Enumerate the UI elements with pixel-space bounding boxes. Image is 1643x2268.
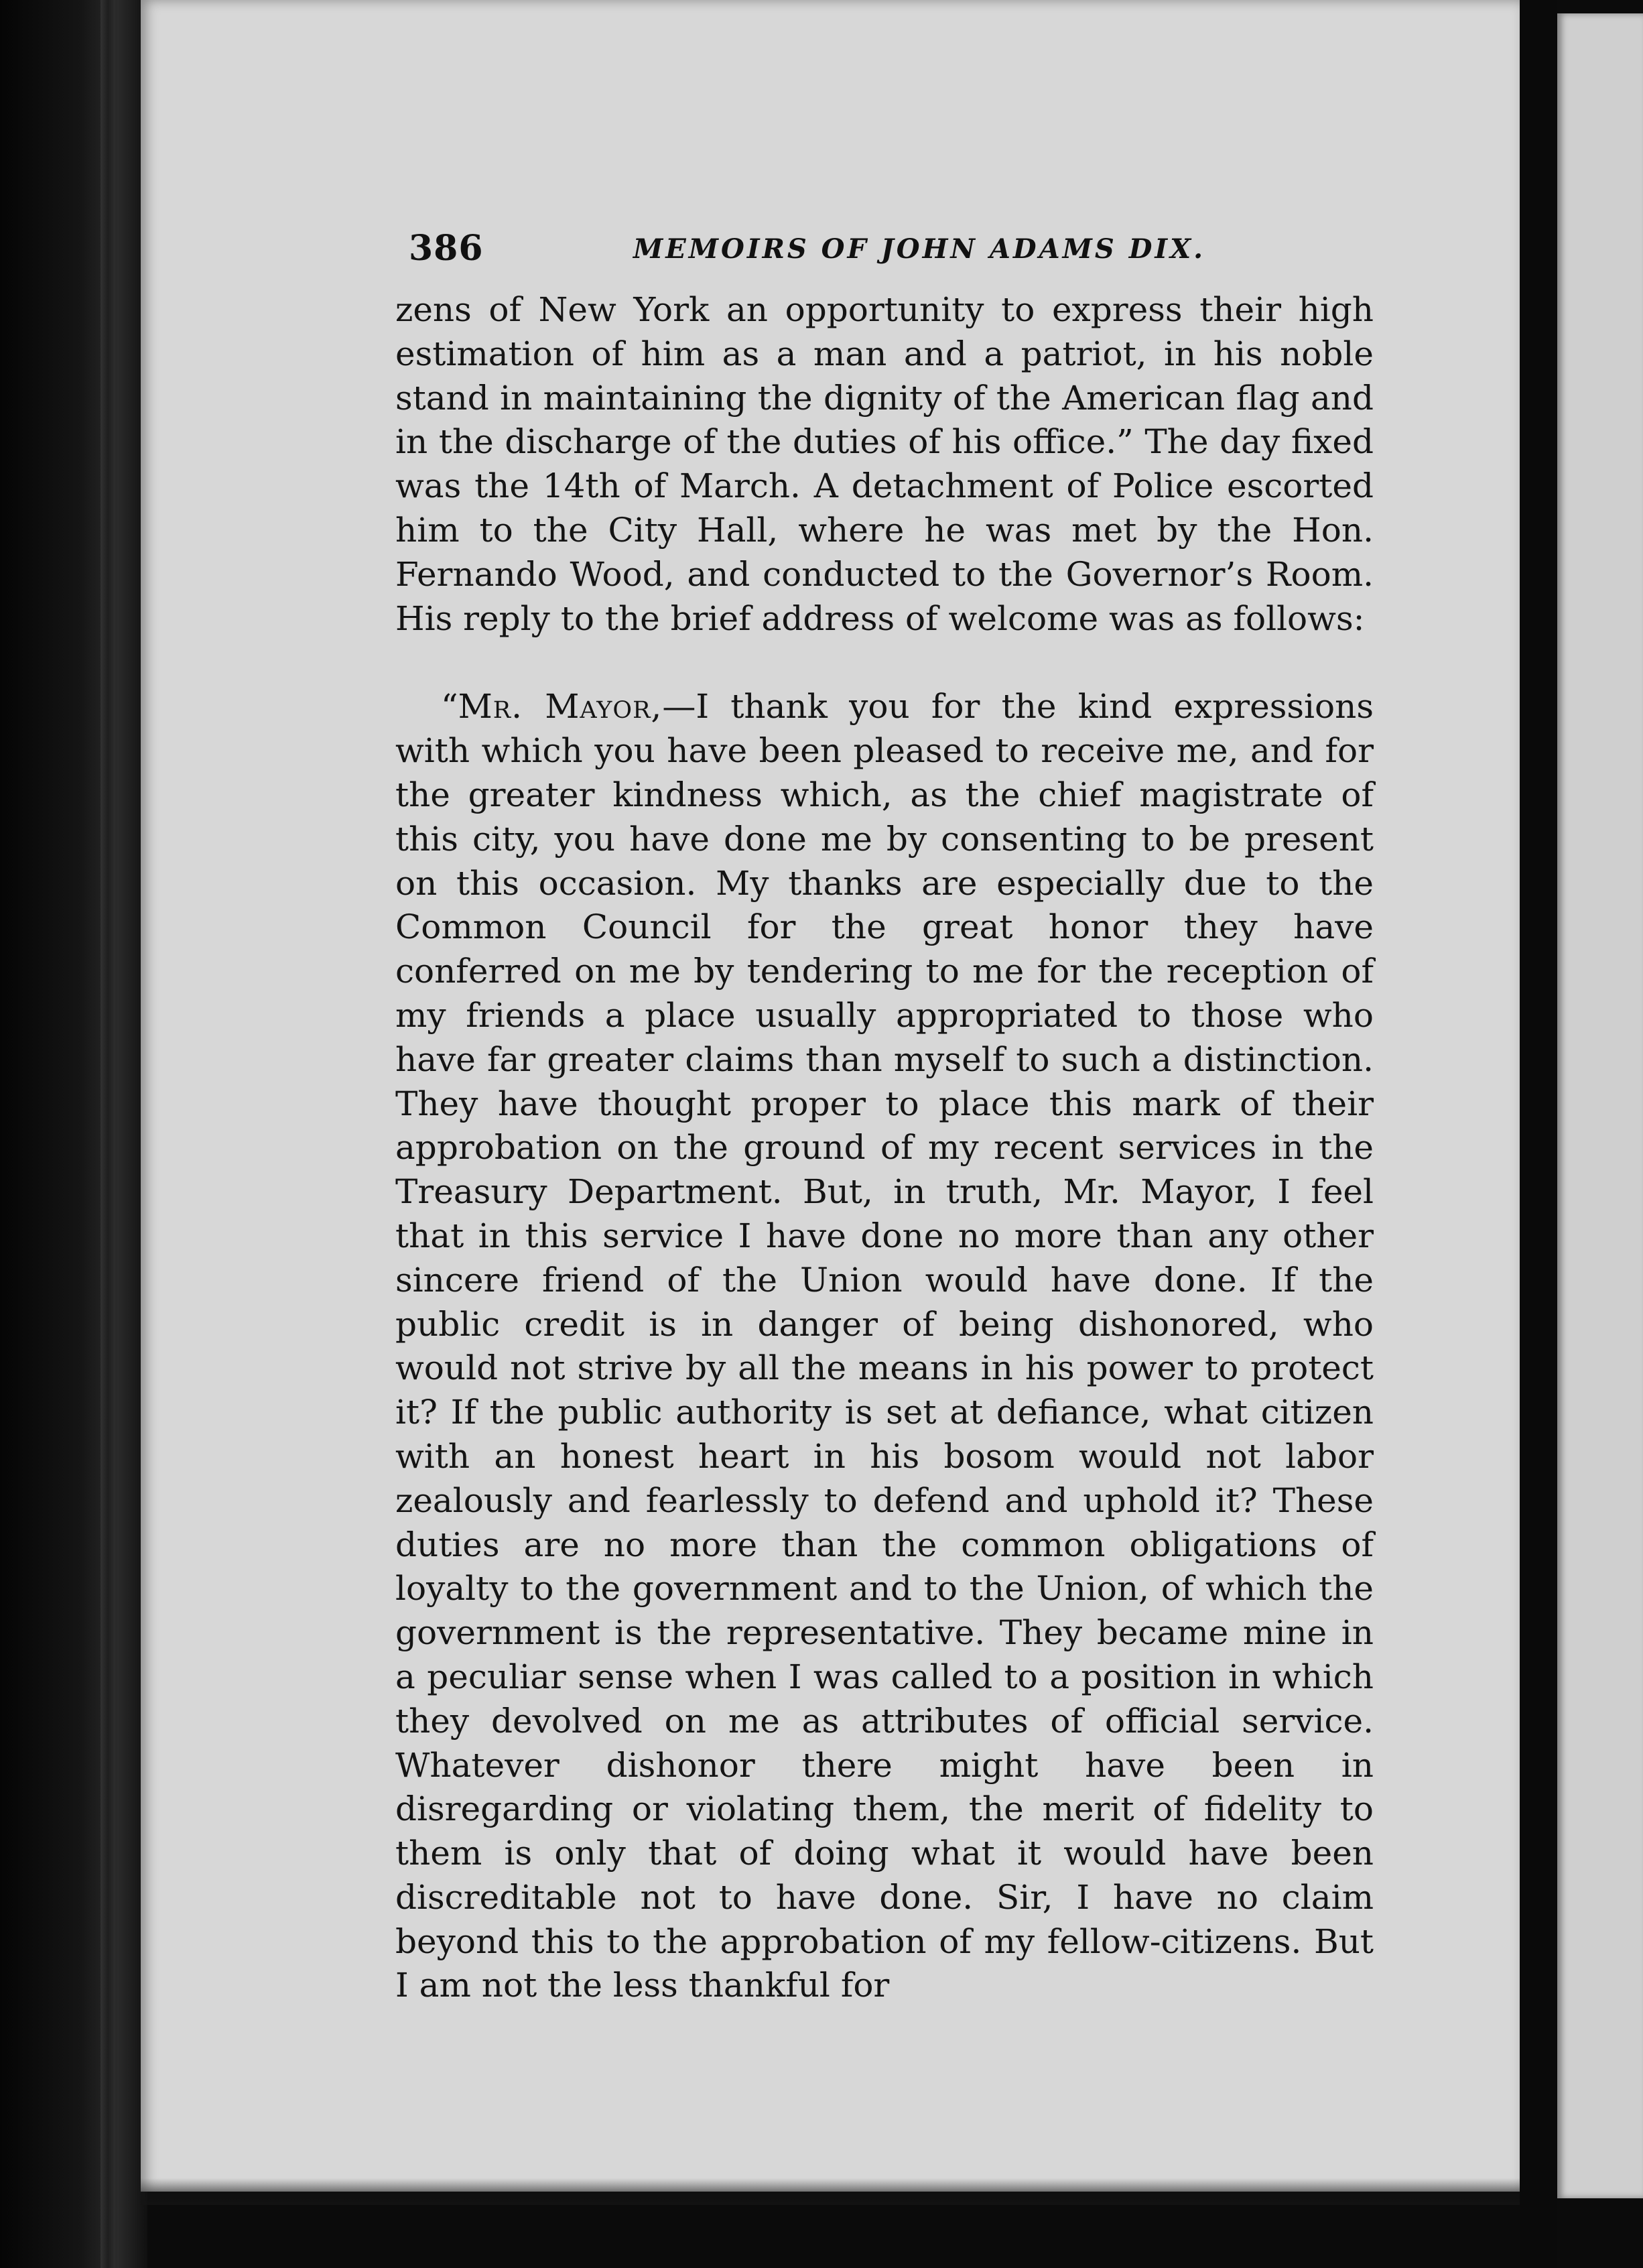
page-bottom-shadow <box>141 2178 1520 2205</box>
running-head: MEMOIRS OF JOHN ADAMS DIX. <box>633 233 1206 265</box>
speech-salutation: Mr. Mayor, <box>458 687 663 727</box>
book-binding <box>0 0 147 2268</box>
page-gutter <box>1520 0 1557 2268</box>
page-header <box>409 228 1414 281</box>
paragraph-speech <box>395 685 1374 2008</box>
facing-page-edge <box>1557 13 1643 2198</box>
binding-edge <box>101 0 115 2268</box>
page-text <box>395 288 1374 2008</box>
open-quote: “ <box>441 687 458 727</box>
speech-text: —I thank you for the kind expressions with which you have been pleased to receive me, and for the greater kindness which, as the chief magistrate of this city, you have done me by consenting to be present on this occasion. My thanks are especially due to the Common Council for the great honor they have conferred on me by tendering to me for the reception of my friends a place usually appropriated to those who have far greater claims than myself to such a distinction. They have thought proper to place this mark of their approbation on the ground of my recent services in the Treasury Department. But, in truth, Mr. Mayor, I feel that in this service I have done no more than any other sincere friend of the Union would have done. If the public credit is in danger of being dishonored, who would not strive by all the means in his power to protect it? If the public authority is set at defiance, what citizen with an honest heart in his bosom would not labor zealously and fearlessly to defend and uphold it? These duties are no more than the common obligations of loyalty to the government and to the Union, of which the government is the representative. They became mine in a peculiar sense when I was called to a position in which they devolved on me as attributes of official service. Whatever dishonor there might have been in disregarding or violating them, the merit of fidelity to them is only that of doing what it would have been discreditable not to have done. Sir, I have no claim beyond this to the approbation of my fellow-citizens. But I am not the less thankful for <box>395 687 1374 2005</box>
page-number: 386 <box>409 228 484 269</box>
paragraph-continuation: zens of New York an opportunity to express their high estimation of him as a man and a patriot, in his noble stand in maintaining the dignity of the American flag and in the discharge of the duties of his office.” The day fixed was the 14th of March. A detachment of Police escorted him to the City Hall, where he was met by the Hon. Fernando Wood, and conducted to the Governor’s Room. His reply to the brief address of welcome was as follows: <box>395 290 1374 638</box>
